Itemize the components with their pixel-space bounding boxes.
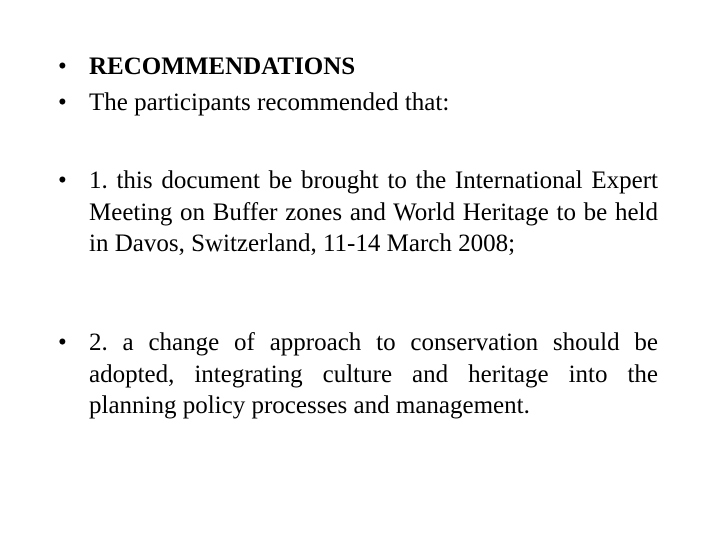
intro-text: The participants recommended that:: [89, 89, 450, 116]
bullet-intro: [58, 87, 658, 119]
bullet-recommendation-2: [58, 327, 658, 422]
heading-recommendations: RECOMMENDATIONS: [89, 53, 356, 80]
bullet-heading: [58, 51, 658, 83]
bullet-dot-icon: •: [58, 89, 67, 116]
recommendation-1-text: 1. this document be brought to the International Expert Meeting on Buffer zones and World Heritage to be held in Davos, Switzerland, 11-14 March 2008;: [89, 167, 658, 257]
bullet-recommendation-1: [58, 165, 658, 260]
bullet-dot-icon: •: [58, 167, 67, 194]
bullet-dot-icon: •: [58, 329, 67, 356]
recommendation-2-text: 2. a change of approach to conservation should be adopted, integrating culture and heritage into the planning policy processes and management.: [89, 329, 658, 419]
bullet-dot-icon: •: [58, 53, 67, 80]
